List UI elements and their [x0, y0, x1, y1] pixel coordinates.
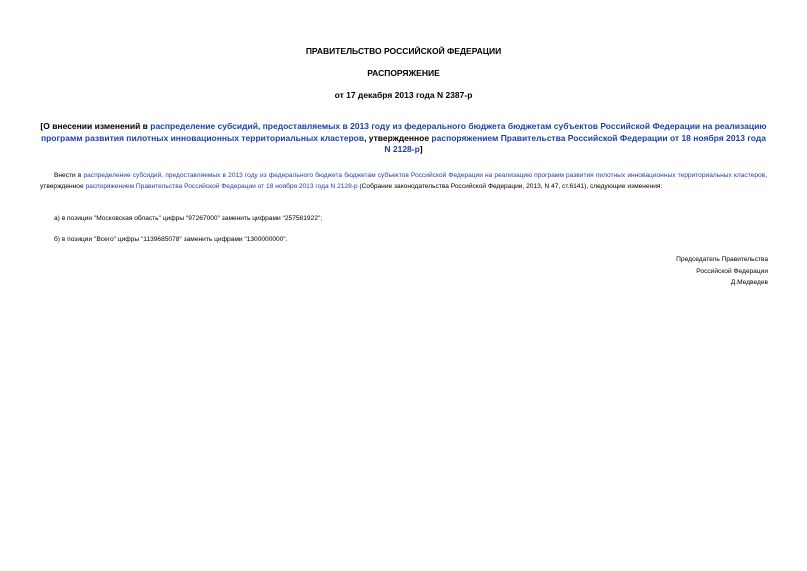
signature-organization: Российской Федерации [696, 267, 768, 275]
title-link-order[interactable]: распоряжением Правительства Российской Федерации от 18 ноября 2013 года N 2128-р [384, 132, 766, 154]
signature-name: Д.Медведев [730, 279, 768, 286]
body-link-distribution[interactable]: распределение субсидий, предоставляемых в 2013 году из федерального бюджета бюджетам субъектов Российской Федерации на реализацию программ развития пилотных инновационных территориальных кластеров [83, 172, 766, 179]
signature-position: Председатель Правительства [676, 256, 768, 263]
body-paragraph [40, 171, 767, 192]
title-open-text: [О внесении изменений в [40, 121, 151, 131]
body-middle-text: , утвержденное [40, 172, 767, 190]
document-title [40, 121, 767, 156]
change-item-b: б) в позиции "Всего" цифры "1139685078" заменить цифрами "1300000000". [54, 236, 288, 243]
body-link-order[interactable]: распоряжением Правительства Российской Федерации от 18 ноября 2013 года N 2128-р [85, 182, 358, 190]
body-tail-text: (Собрание законодательства Российской Федерации, 2013, N 47, ст.6141), следующие изменения: [357, 182, 663, 190]
document-type-heading: РАСПОРЯЖЕНИЕ [367, 68, 440, 78]
government-heading: ПРАВИТЕЛЬСТВО РОССИЙСКОЙ ФЕДЕРАЦИИ [305, 46, 502, 56]
title-middle-text: , утвержденное [364, 132, 432, 143]
body-intro-text: Внести в [54, 172, 84, 179]
document-date-number: от 17 декабря 2013 года N 2387-р [334, 90, 473, 100]
title-link-distribution[interactable]: распределение субсидий, предоставляемых в 2013 году из федерального бюджета бюджетам субъектов Российской Федерации на реализацию программ развития пилотных инновационных территориальных кластеров [40, 121, 767, 143]
title-close-text: ] [419, 144, 423, 154]
change-item-a: а) в позиции "Московская область" цифры "97267000" заменить цифрами "257581922"; [54, 215, 323, 222]
signature-block [560, 254, 768, 289]
